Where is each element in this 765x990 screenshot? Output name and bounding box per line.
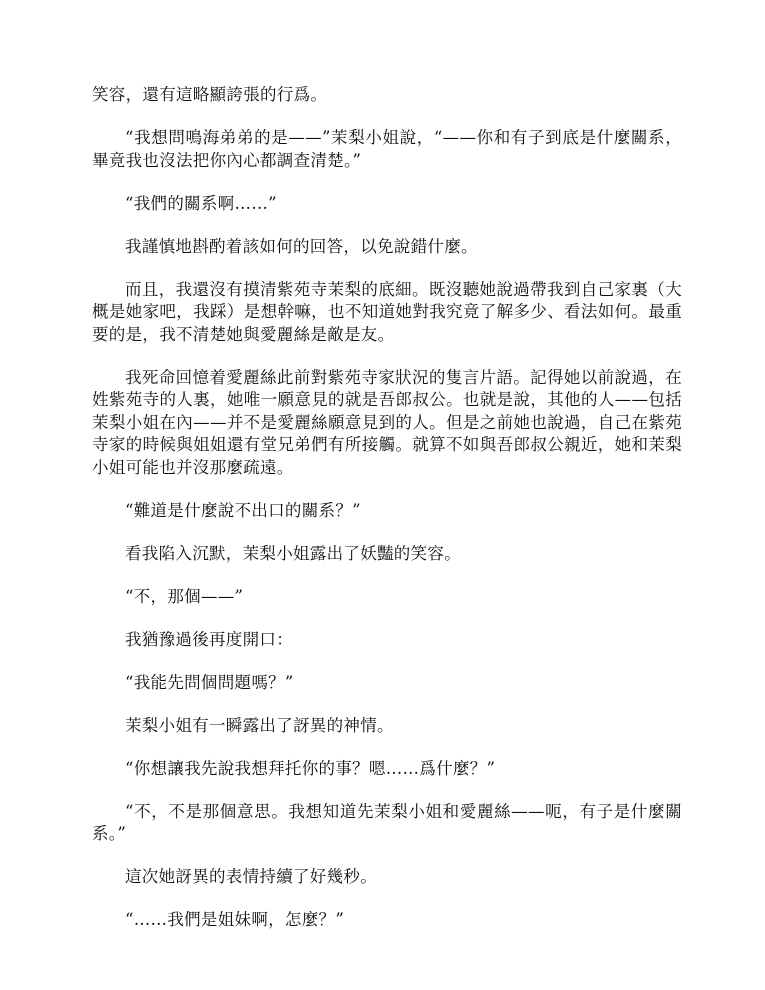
paragraph: “難道是什麼說不出口的關系？”: [125, 500, 361, 520]
paragraph: “我想問鳴海弟弟的是——”茉梨小姐說，“——你和有子到底是什麼關系，畢竟我也沒法把你內心都調查清楚。”: [92, 128, 682, 170]
body-text: [92, 84, 682, 952]
paragraph: 笑容，還有這略顯誇張的行爲。: [92, 85, 328, 104]
paragraph: 而且，我還沒有摸清紫苑寺茉梨的底細。既沒聽她說過帶我到自己家裏（大概是她家吧，我踩）是想幹嘛，也不知道她對我究竟了解多少、看法如何。最重要的是，我不清楚她與愛麗絲是敵是友。: [92, 279, 682, 344]
paragraph: “……我們是姐妹啊，怎麼？”: [125, 910, 345, 929]
paragraph: 我死命回憶着愛麗絲此前對紫苑寺家狀況的隻言片語。記得她以前說過，在姓紫苑寺的人裏，她唯一願意見的就是吾郎叔公。也就是說，其他的人——包括茉梨小姐在內——并不是愛麗絲願意見到的人。但是之前她也說過，自己在紫苑寺家的時候與姐姐還有堂兄弟們有所接觸。就算不如與吾郎叔公親近，她和茉梨小姐可能也并沒那麼疏遠。: [92, 367, 682, 477]
paragraph: 我猶豫過後再度開口：: [125, 629, 293, 649]
paragraph: “不，那個——”: [125, 586, 244, 606]
paragraph: 這次她訝異的表情持續了好幾秒。: [125, 867, 377, 886]
paragraph: “我們的關系啊……”: [125, 193, 277, 213]
paragraph: 茉梨小姐有一瞬露出了訝異的神情。: [125, 715, 394, 735]
paragraph: “我能先問個問題嗎？”: [125, 672, 294, 692]
paragraph: “你想讓我先說我想拜托你的事？嗯……爲什麼？”: [125, 758, 496, 778]
paragraph: “不，不是那個意思。我想知道先茉梨小姐和愛麗絲——呃，有子是什麼關系。”: [92, 801, 682, 843]
paragraph: 我謹慎地斟酌着該如何的回答，以免說錯什麼。: [125, 236, 478, 256]
paragraph: 看我陷入沉默，茉梨小姐露出了妖豔的笑容。: [125, 543, 461, 563]
